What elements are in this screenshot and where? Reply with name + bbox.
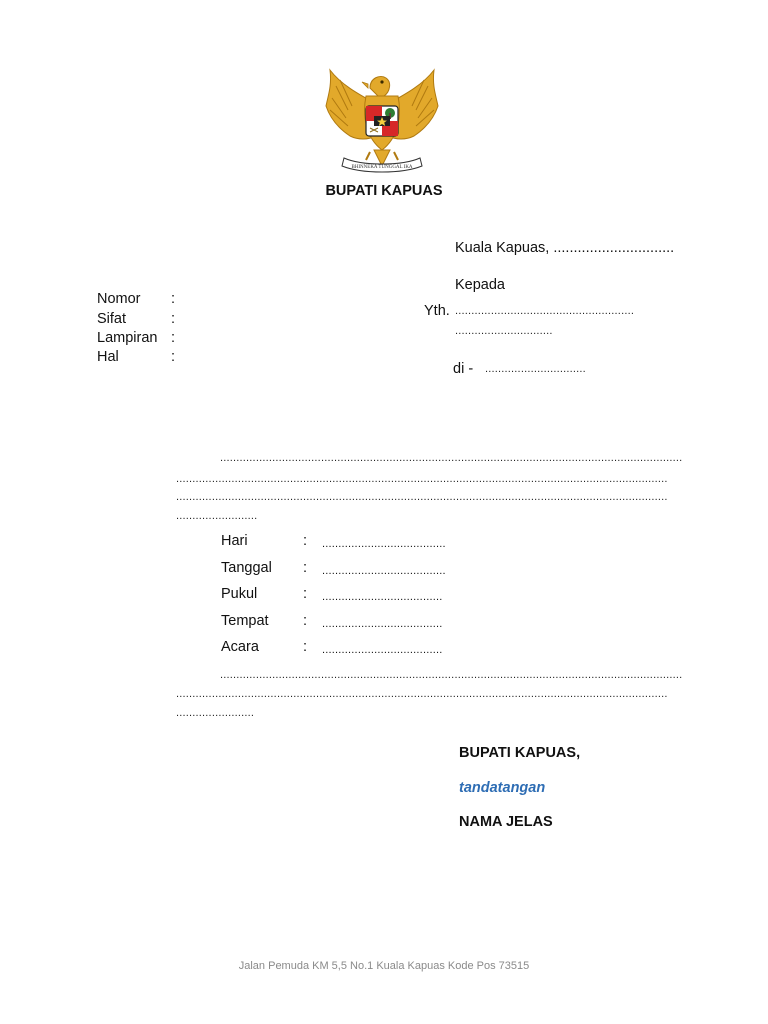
field-lampiran — [97, 330, 217, 346]
paragraph-2-line-3: ........................ — [176, 707, 255, 719]
item-acara — [221, 639, 521, 655]
paragraph-1-line-4: ......................... — [176, 510, 258, 522]
field-label: Sifat — [97, 311, 127, 327]
item-hari — [221, 533, 521, 549]
paragraph-1-line-2: ....................................................................................................................................................... — [176, 473, 668, 485]
field-label: Hal — [97, 349, 119, 365]
yth-line-1: ....................................................... — [455, 305, 635, 317]
item-value: ..................................... — [322, 644, 443, 656]
yth-line-2: .............................. — [455, 325, 553, 337]
paragraph-2-line-1: .............................................................................................................................................. — [220, 669, 683, 681]
paragraph-2-line-2: ....................................................................................................................................................... — [176, 688, 668, 700]
yth-label: Yth. — [424, 303, 450, 319]
item-colon: : — [303, 560, 308, 576]
item-tempat — [221, 613, 521, 629]
item-label: Tanggal — [221, 560, 272, 576]
field-colon: : — [171, 330, 176, 346]
place-date: Kuala Kapuas, .............................. — [455, 240, 675, 256]
field-colon: : — [171, 291, 176, 307]
field-label: Nomor — [97, 291, 141, 307]
letterhead-title: BUPATI KAPUAS — [325, 183, 443, 199]
garuda-emblem-icon — [322, 66, 442, 180]
field-colon: : — [171, 349, 176, 365]
paragraph-1-line-1: .............................................................................................................................................. — [220, 452, 683, 464]
di-line: ............................... — [485, 363, 586, 375]
item-colon: : — [303, 613, 308, 629]
item-colon: : — [303, 533, 308, 549]
item-label: Hari — [221, 533, 248, 549]
field-label: Lampiran — [97, 330, 158, 346]
item-colon: : — [303, 639, 308, 655]
item-value: ..................................... — [322, 591, 443, 603]
item-tanggal — [221, 560, 521, 576]
field-hal — [97, 349, 217, 365]
letter-fields — [97, 291, 217, 371]
kepada-label: Kepada — [455, 277, 505, 293]
signature-office: BUPATI KAPUAS, — [459, 745, 581, 761]
paragraph-1-line-3: ....................................................................................................................................................... — [176, 491, 668, 503]
field-colon: : — [171, 311, 176, 327]
item-label: Tempat — [221, 613, 269, 629]
item-value: ...................................... — [322, 565, 446, 577]
item-value: ..................................... — [322, 618, 443, 630]
item-label: Acara — [221, 639, 259, 655]
item-colon: : — [303, 586, 308, 602]
di-label: di - — [453, 361, 474, 377]
field-nomor — [97, 291, 217, 307]
item-pukul — [221, 586, 521, 602]
signatory-name: NAMA JELAS — [459, 814, 553, 830]
item-label: Pukul — [221, 586, 258, 602]
item-value: ...................................... — [322, 538, 446, 550]
footer-address: Jalan Pemuda KM 5,5 No.1 Kuala Kapuas Kode Pos 73515 — [238, 960, 530, 972]
signature-placeholder: tandatangan — [459, 780, 546, 796]
field-sifat — [97, 311, 217, 327]
svg-text:BHINNEKA TUNGGAL IKA: BHINNEKA TUNGGAL IKA — [351, 165, 413, 170]
